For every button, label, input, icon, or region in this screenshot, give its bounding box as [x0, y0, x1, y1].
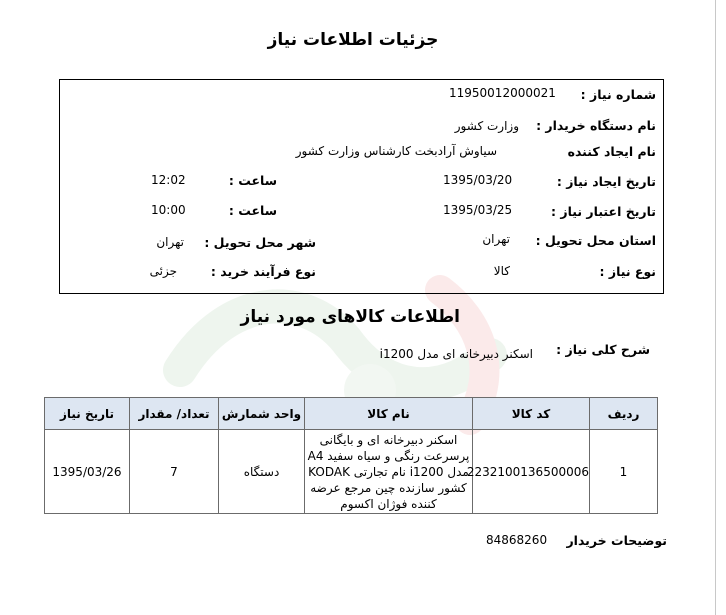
buyer-notes-label: توضیحات خریدار — [566, 533, 667, 548]
table-header-row — [45, 398, 658, 430]
valid-date-label: تاریخ اعتبار نیاز : — [551, 204, 656, 219]
need-type-value: کالا — [493, 264, 510, 278]
buyer-notes-value: 84868260 — [486, 533, 548, 547]
created-time-value: 12:02 — [151, 173, 186, 187]
valid-time-label: ساعت : — [228, 203, 277, 218]
creator-value: سیاوش آرادبخت کارشناس وزارت کشور — [295, 144, 497, 158]
page-edge-rule — [715, 0, 716, 615]
city-label: شهر محل تحویل : — [204, 235, 316, 250]
cell-item-code: 2232100136500006 — [473, 430, 590, 514]
process-type-label: نوع فرآیند خرید : — [210, 264, 316, 279]
created-date-label: تاریخ ایجاد نیاز : — [556, 174, 656, 189]
valid-time-value: 10:00 — [151, 203, 186, 217]
goods-section-title: اطلاعات کالاهای مورد نیاز — [240, 307, 460, 327]
cell-need-date: 1395/03/26 — [45, 430, 130, 514]
page-title: جزئیات اطلاعات نیاز — [267, 30, 439, 50]
header-quantity: تعداد/ مقدار — [130, 398, 219, 430]
need-type-label: نوع نیاز : — [599, 264, 656, 279]
general-desc-label: شرح کلی نیاز : — [556, 342, 650, 357]
process-type-value: جزئی — [149, 264, 177, 278]
created-time-label: ساعت : — [228, 173, 277, 188]
cell-quantity: 7 — [130, 430, 219, 514]
cell-unit: دستگاه — [219, 430, 305, 514]
table-row — [45, 430, 658, 514]
created-date-value: 1395/03/20 — [443, 173, 513, 187]
need-number-label: شماره نیاز : — [580, 87, 656, 102]
header-need-date: تاریخ نیاز — [45, 398, 130, 430]
province-label: استان محل تحویل : — [535, 233, 656, 248]
header-item-name: نام کالا — [305, 398, 473, 430]
valid-date-value: 1395/03/25 — [443, 203, 513, 217]
header-row-number: ردیف — [590, 398, 658, 430]
cell-row-number: 1 — [590, 430, 658, 514]
need-number-value: 11950012000021 — [449, 86, 556, 100]
general-desc-value: اسکنر دبیرخانه ای مدل i1200 — [379, 347, 533, 361]
header-unit: واحد شمارش — [219, 398, 305, 430]
buyer-org-value: وزارت کشور — [454, 119, 519, 133]
goods-table — [44, 397, 658, 514]
buyer-org-label: نام دستگاه خریدار : — [536, 118, 656, 133]
city-value: تهران — [156, 235, 184, 249]
header-item-code: کد کالا — [473, 398, 590, 430]
creator-label: نام ایجاد کننده — [567, 144, 656, 159]
cell-item-name: اسکنر دبیرخانه ای و بایگانی پرسرعت رنگی و سیاه سفید A4 مدل i1200 نام تجارتی KODAK کشور سازنده چین مرجع عرضه کننده فوژان اکسوم — [305, 430, 473, 514]
province-value: تهران — [482, 232, 510, 246]
